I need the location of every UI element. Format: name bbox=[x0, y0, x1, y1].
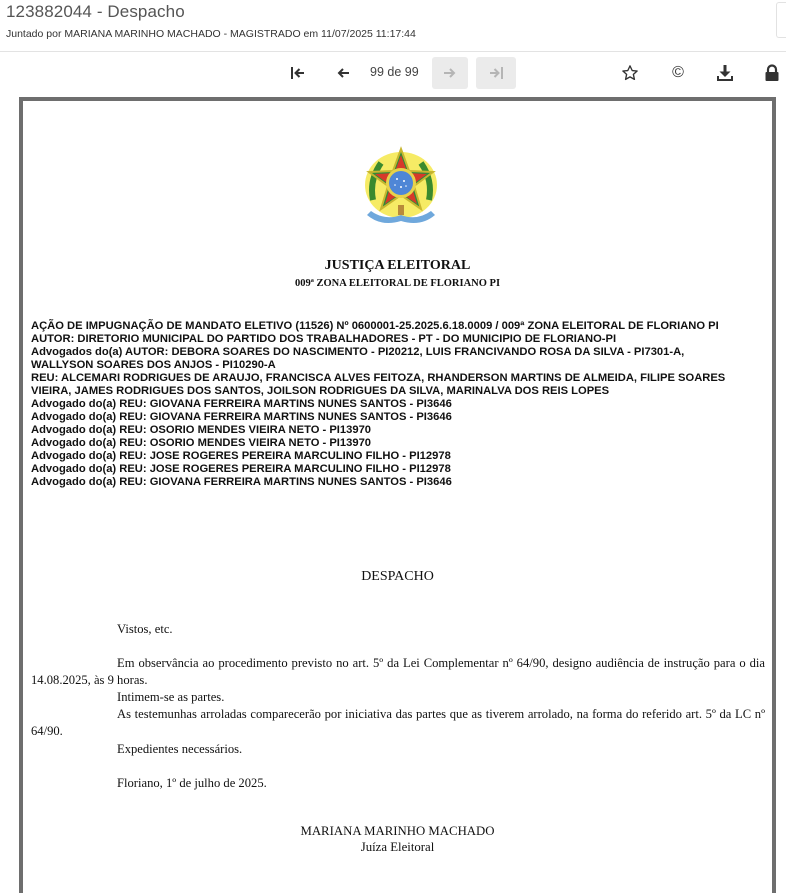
paragraph-observancia: Em observância ao procedimento previsto no art. 5º da Lei Complementar nº 64/90, designo audiência de instrução para o dia 14.08.2025, às 9 horas. bbox=[31, 656, 765, 687]
copyright-button[interactable] bbox=[660, 57, 696, 89]
next-page-button[interactable] bbox=[432, 57, 468, 89]
copyright-icon: © bbox=[672, 64, 684, 81]
coat-of-arms-icon bbox=[361, 145, 441, 231]
header-scrollbar[interactable] bbox=[776, 2, 786, 38]
pdf-page bbox=[19, 97, 776, 893]
defendant-lawyer: Advogado do(a) REU: GIOVANA FERREIRA MARTINS NUNES SANTOS - PI3646 bbox=[31, 398, 452, 410]
paragraph-text: Expedientes necessários. bbox=[117, 742, 243, 756]
defendant-lawyer: Advogado do(a) REU: GIOVANA FERREIRA MARTINS NUNES SANTOS - PI3646 bbox=[31, 411, 452, 423]
last-page-icon bbox=[488, 66, 504, 80]
plaintiff-lawyers: Advogados do(a) AUTOR: DEBORA SOARES DO NASCIMENTO - PI20212, LUIS FRANCIVANDO ROSA DA SILVA - PI7301-A, bbox=[31, 346, 685, 358]
arrow-right-icon bbox=[443, 66, 457, 80]
defendant-lawyer: Advogado do(a) REU: JOSE ROGERES PEREIRA MARCULINO FILHO - PI12978 bbox=[31, 450, 451, 462]
arrow-left-icon bbox=[336, 66, 350, 80]
page-indicator: 99 de 99 bbox=[370, 65, 419, 79]
document-header bbox=[0, 0, 786, 52]
paragraph-text: Floriano, 1º de julho de 2025. bbox=[117, 776, 267, 790]
pdf-toolbar bbox=[0, 56, 786, 90]
lock-icon bbox=[764, 64, 780, 82]
download-button[interactable] bbox=[707, 57, 743, 89]
paragraph-intimem bbox=[31, 689, 765, 706]
defendants-cont: VIEIRA, JAMES RODRIGUES DOS SANTOS, JOILSON RODRIGUES DA SILVA, MARINALVA DOS REIS LOPES bbox=[31, 385, 610, 397]
plaintiff-lawyers-cont: WALLYSON SOARES DOS ANJOS - PI10290-A bbox=[31, 359, 276, 371]
lock-button[interactable] bbox=[754, 57, 786, 89]
paragraph-text: Intimem-se as partes. bbox=[117, 690, 225, 704]
case-identification: AÇÃO DE IMPUGNAÇÃO DE MANDATO ELETIVO (11526) Nº 0600001-25.2025.6.18.0009 / 009ª ZONA ELEITORAL DE FLORIANO PI bbox=[31, 320, 719, 332]
document-title: 123882044 - Despacho bbox=[6, 2, 185, 21]
defendants: REU: ALCEMARI RODRIGUES DE ARAUJO, FRANCISCA ALVES FEITOZA, RHANDERSON MARTINS DE ALMEIDA, FILIPE SOARES bbox=[31, 372, 726, 384]
plaintiff: AUTOR: DIRETORIO MUNICIPAL DO PARTIDO DOS TRABALHADORES - PT - DO MUNICIPIO DE FLORIANO-PI bbox=[31, 333, 617, 345]
first-page-button[interactable] bbox=[280, 57, 316, 89]
favorite-button[interactable] bbox=[612, 57, 648, 89]
document-heading: DESPACHO bbox=[361, 569, 434, 584]
previous-page-button[interactable] bbox=[325, 57, 361, 89]
org-title: JUSTIÇA ELEITORAL bbox=[324, 258, 471, 273]
star-icon bbox=[621, 64, 639, 82]
paragraph-vistos bbox=[31, 621, 765, 638]
defendant-lawyer: Advogado do(a) REU: JOSE ROGERES PEREIRA MARCULINO FILHO - PI12978 bbox=[31, 463, 451, 475]
signature-name: MARIANA MARINHO MACHADO bbox=[300, 824, 495, 838]
first-page-icon bbox=[290, 66, 306, 80]
paragraph-testemunhas: As testemunhas arroladas comparecerão por iniciativa das partes que as tiverem arrolado, na forma do referido art. 5º da LC nº 64/90. bbox=[31, 707, 765, 738]
defendant-lawyer: Advogado do(a) REU: OSORIO MENDES VIEIRA NETO - PI13970 bbox=[31, 437, 372, 449]
paragraph-local-data bbox=[31, 775, 765, 792]
org-subtitle: 009ª ZONA ELEITORAL DE FLORIANO PI bbox=[294, 278, 501, 289]
document-subtitle: Juntado por MARIANA MARINHO MACHADO - MAGISTRADO em 11/07/2025 11:17:44 bbox=[6, 28, 416, 40]
defendant-lawyer: Advogado do(a) REU: OSORIO MENDES VIEIRA NETO - PI13970 bbox=[31, 424, 372, 436]
signature-role: Juíza Eleitoral bbox=[360, 840, 435, 854]
last-page-button[interactable] bbox=[476, 57, 516, 89]
paragraph-text: Vistos, etc. bbox=[117, 622, 173, 636]
download-icon bbox=[716, 64, 734, 82]
defendant-lawyer: Advogado do(a) REU: GIOVANA FERREIRA MARTINS NUNES SANTOS - PI3646 bbox=[31, 476, 452, 488]
case-parties-block bbox=[31, 320, 771, 489]
paragraph-expedientes bbox=[31, 741, 765, 758]
